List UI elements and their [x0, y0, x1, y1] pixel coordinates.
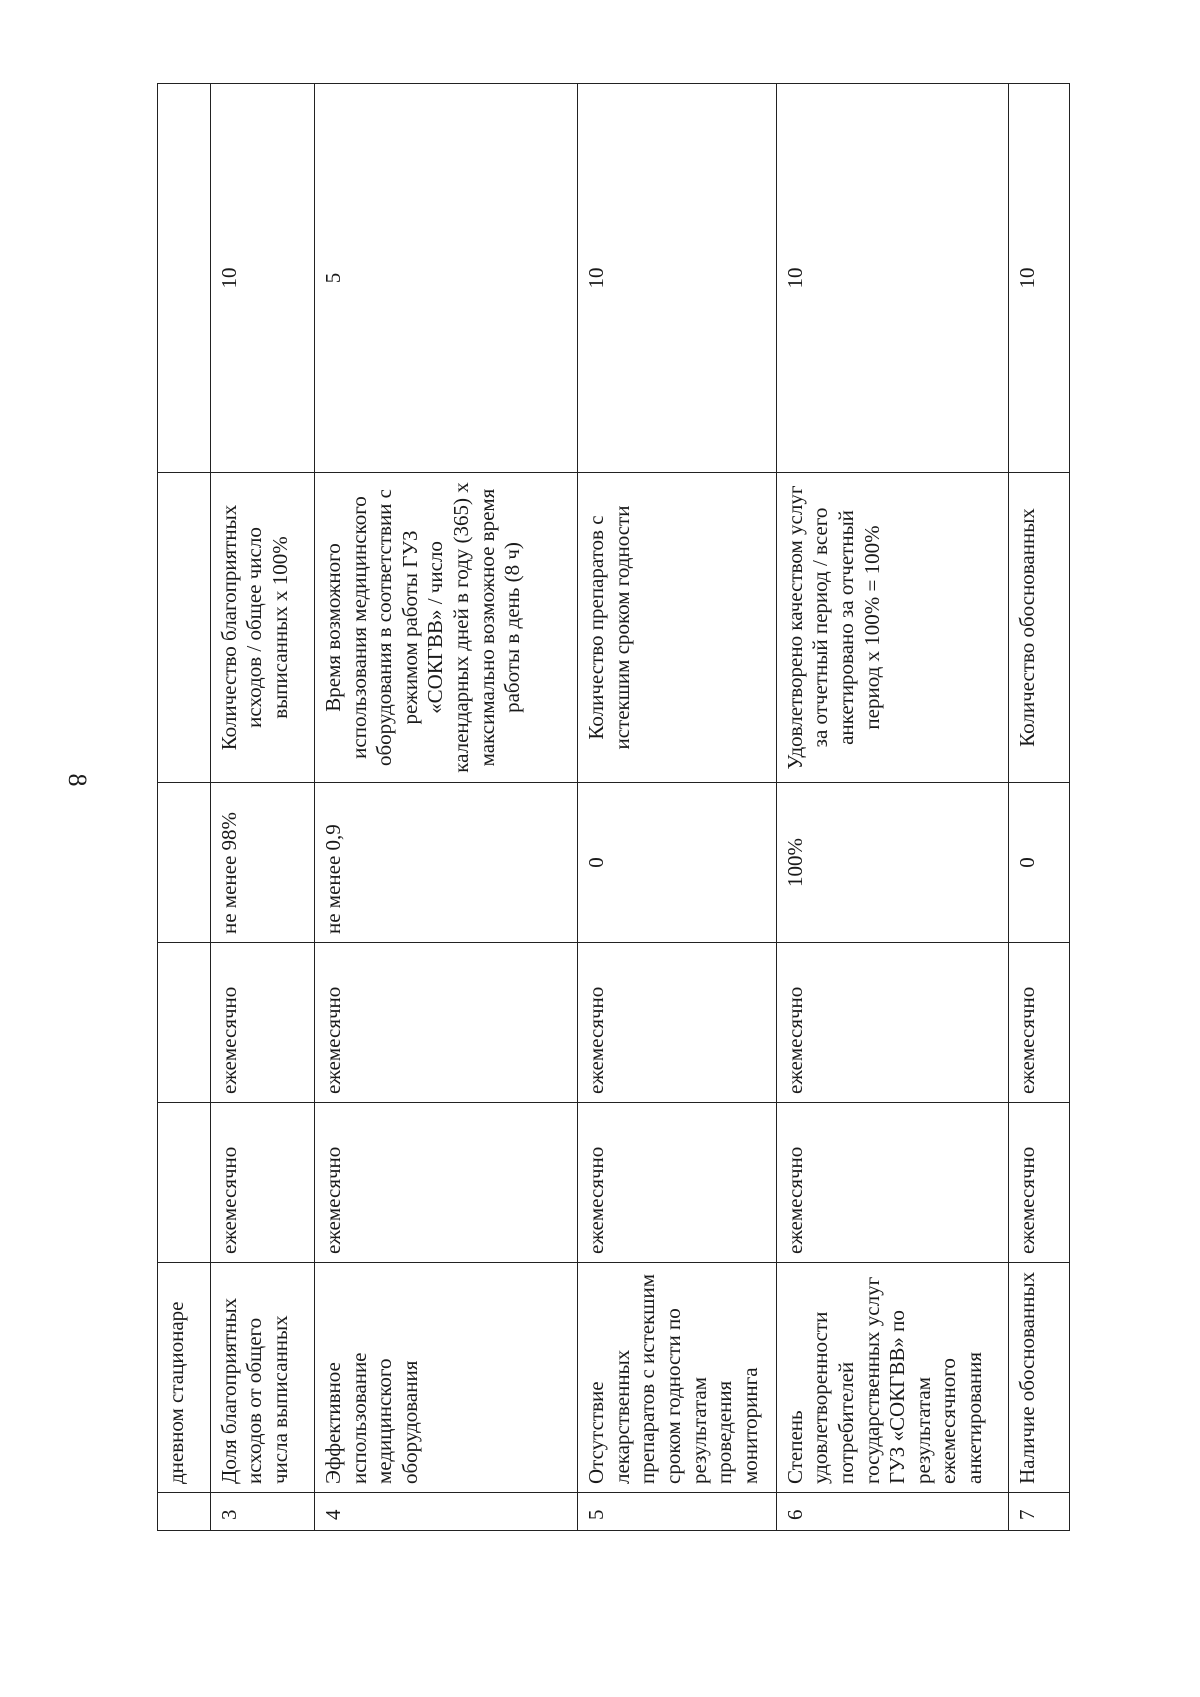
indicator-cell: Степень удовлетворенности потребителей государственных услуг ГУЗ «СОКГВВ» по результатам ежемесячного анкетирования	[776, 1263, 1008, 1493]
formula-cell: Количество обоснованных	[1009, 473, 1070, 783]
indicator-cell: Отсутствие лекарственных препаратов с истекшим сроком годности по результатам проведения мониторинга	[578, 1263, 777, 1493]
indicator-cell: Эффективное использование медицинского оборудования	[314, 1263, 577, 1493]
period-cell: ежемесячно	[210, 1103, 314, 1263]
table-row	[210, 84, 314, 1531]
period-cell: ежемесячно	[210, 943, 314, 1103]
points-cell: 10	[210, 84, 314, 473]
target-cell: не менее 0,9	[314, 783, 577, 943]
period-cell: ежемесячно	[578, 1103, 777, 1263]
table-cell	[158, 473, 211, 783]
points-cell: 5	[314, 84, 577, 473]
table-cell	[158, 943, 211, 1103]
indicator-cell: Наличие обоснованных	[1009, 1263, 1070, 1493]
period-cell: ежемесячно	[314, 943, 577, 1103]
row-number: 5	[578, 1493, 777, 1531]
row-number: 3	[210, 1493, 314, 1531]
page-number: 8	[63, 773, 92, 787]
period-cell: ежемесячно	[776, 943, 1008, 1103]
formula-cell: Количество препаратов с истекшим сроком годности	[578, 473, 777, 783]
period-cell: ежемесячно	[578, 943, 777, 1103]
table-row	[578, 84, 777, 1531]
row-number: 6	[776, 1493, 1008, 1531]
target-cell: 100%	[776, 783, 1008, 943]
period-cell: ежемесячно	[314, 1103, 577, 1263]
target-cell: не менее 98%	[210, 783, 314, 943]
target-cell: 0	[578, 783, 777, 943]
table-row	[1009, 84, 1070, 1531]
table-cell-header-text: дневном стационаре	[158, 1263, 211, 1493]
target-cell: 0	[1009, 783, 1070, 943]
indicators-table	[157, 83, 1070, 1531]
table-cell	[158, 1103, 211, 1263]
points-cell: 10	[776, 84, 1008, 473]
points-cell: 10	[578, 84, 777, 473]
table-row	[158, 84, 211, 1531]
table-cell	[158, 84, 211, 473]
formula-cell: Время возможного использования медицинского оборудования в соответствии с режимом работы ГУЗ «СОКГВВ» / число календарных дней в году (365) х максимально возможное время работы в день (8 ч)	[314, 473, 577, 783]
table-cell	[158, 1493, 211, 1531]
indicator-cell: Доля благоприятных исходов от общего числа выписанных	[210, 1263, 314, 1493]
table-row	[776, 84, 1008, 1531]
period-cell: ежемесячно	[1009, 943, 1070, 1103]
row-number: 4	[314, 1493, 577, 1531]
document-table-rotated	[157, 84, 1070, 1531]
table-cell	[158, 783, 211, 943]
formula-cell: Удовлетворено качеством услуг за отчетный период / всего анкетировано за отчетный период х 100% = 100%	[776, 473, 1008, 783]
points-cell: 10	[1009, 84, 1070, 473]
row-number: 7	[1009, 1493, 1070, 1531]
table-row	[314, 84, 577, 1531]
period-cell: ежемесячно	[1009, 1103, 1070, 1263]
formula-cell: Количество благоприятных исходов / общее число выписанных х 100%	[210, 473, 314, 783]
period-cell: ежемесячно	[776, 1103, 1008, 1263]
